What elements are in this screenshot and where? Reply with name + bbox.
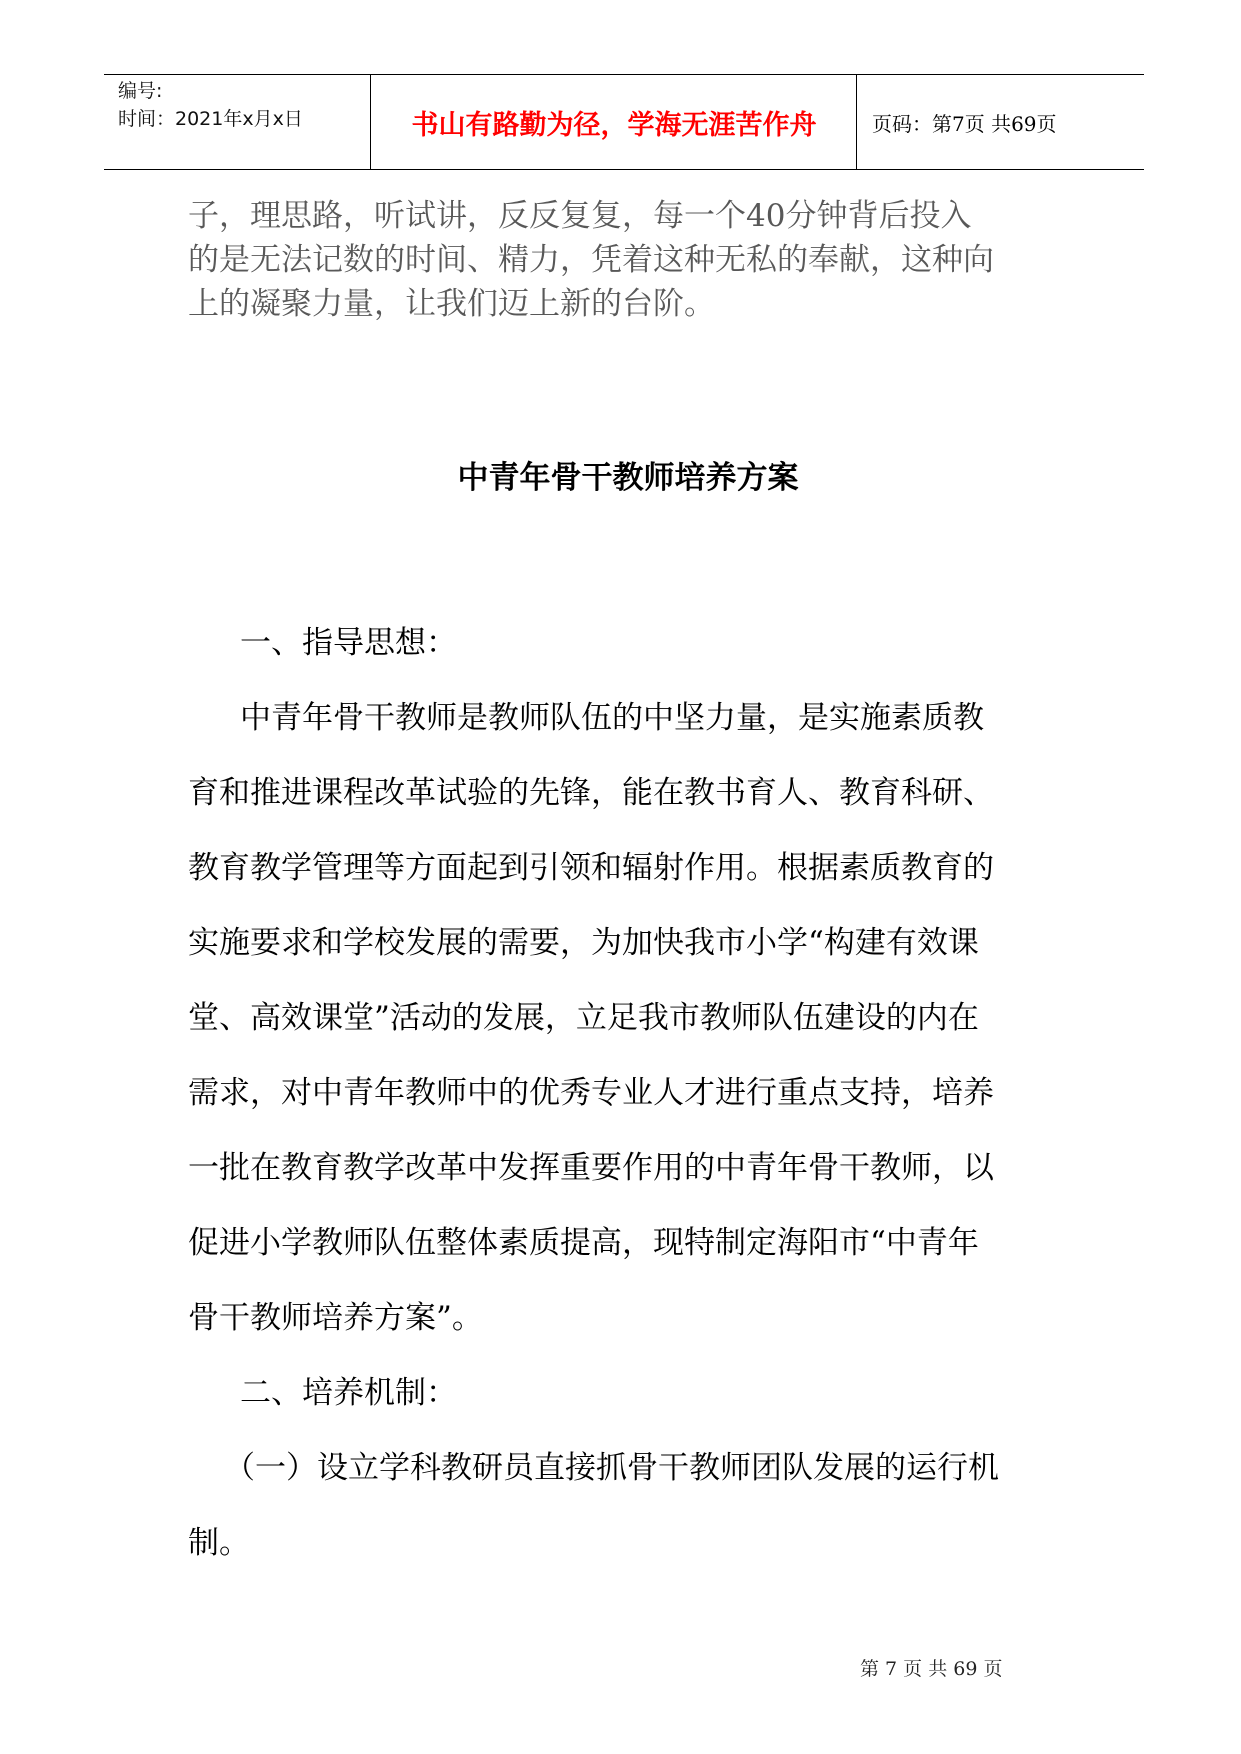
- header-left-cell: [118, 77, 368, 133]
- body-line: 育和推进课程改革试验的先锋，能在教书育人、教育科研、: [188, 775, 994, 811]
- header-page-info: 页码：第7页 共69页: [872, 111, 1057, 136]
- body-line: 骨干教师培养方案”。: [188, 1300, 483, 1336]
- section-heading: 一、指导思想：: [240, 625, 457, 661]
- intro-paragraph: [188, 194, 1068, 326]
- document-body: [188, 606, 1068, 1581]
- intro-line: 子，理思路，听试讲，反反复复，每一个40分钟背后投入: [188, 198, 972, 234]
- intro-line: 的是无法记数的时间、精力，凭着这种无私的奉献，这种向: [188, 242, 994, 278]
- document-title: 中青年骨干教师培养方案: [457, 460, 799, 496]
- header-divider: [370, 75, 371, 169]
- body-line: 堂、高效课堂”活动的发展，立足我市教师队伍建设的内在: [188, 1000, 979, 1036]
- body-line: （一）设立学科教研员直接抓骨干教师团队发展的运行机: [224, 1450, 999, 1486]
- page-footer: 第 7 页 共 69 页: [860, 1658, 1003, 1680]
- body-line: 中青年骨干教师是教师队伍的中坚力量，是实施素质教: [240, 700, 984, 736]
- intro-line: 上的凝聚力量，让我们迈上新的台阶。: [188, 286, 715, 322]
- body-line: 需求，对中青年教师中的优秀专业人才进行重点支持，培养: [188, 1075, 994, 1111]
- header-motto: 书山有路勤为径，学海无涯苦作舟: [411, 109, 817, 141]
- time-label: 时间：2021年x月x日: [118, 108, 303, 130]
- serial-label: 编号:: [118, 80, 163, 102]
- body-line: 促进小学教师队伍整体素质提高，现特制定海阳市“中青年: [188, 1225, 979, 1261]
- page-header: [104, 74, 1144, 170]
- body-line: 一批在教育教学改革中发挥重要作用的中青年骨干教师，以: [188, 1150, 994, 1186]
- section-heading: 二、培养机制：: [240, 1375, 457, 1411]
- body-line: 教育教学管理等方面起到引领和辐射作用。根据素质教育的: [188, 850, 994, 886]
- header-divider: [856, 75, 857, 169]
- body-line: 实施要求和学校发展的需要，为加快我市小学“构建有效课: [188, 925, 979, 961]
- body-line: 制。: [188, 1525, 250, 1561]
